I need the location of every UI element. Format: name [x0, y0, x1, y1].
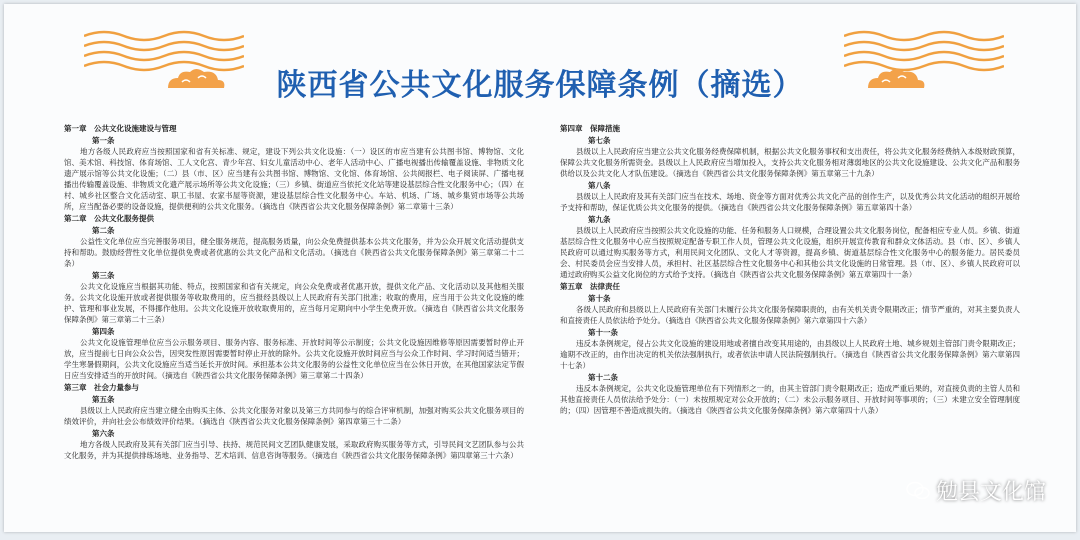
article-paragraph: 县级以上人民政府应当建立健全由购买主体、公共文化服务对象以及第三方共同参与的综合评审机制，加强对购买公共文化服务项目的绩效评价，并向社会公布绩效评价结果。（摘选自《陕西省公共文化服务保障条例》第四章第三十二条） [64, 406, 524, 426]
article-heading: 第三条 [92, 271, 115, 280]
article-paragraph: 公益性文化单位应当完善服务项目，健全服务规范，提高服务质量，向公众免费提供基本公共文化服务，并为公众开展文化活动提供支持和帮助。鼓励经营性文化单位提供免费或者优惠的公共文化产品和文化活动。（摘选自《陕西省公共文化服务保障条例》第三章第二十二条） [64, 237, 524, 268]
chapter-heading: 第二章 公共文化服务提供 [64, 214, 154, 223]
article-heading: 第八条 [588, 181, 611, 190]
chapter-heading: 第五章 法律责任 [560, 282, 620, 291]
article-heading: 第四条 [92, 327, 115, 336]
left-text-column [64, 122, 524, 461]
article-heading: 第七条 [588, 136, 611, 145]
article-heading: 第十条 [588, 294, 611, 303]
article-heading: 第一条 [92, 136, 115, 145]
article-paragraph: 县级以上人民政府应当建立公共文化服务经费保障机制，根据公共文化服务事权和支出责任，将公共文化服务经费纳入本级财政预算，保障公共文化服务所需资金。县级以上人民政府应当增加投入，支持公共文化服务相对薄弱地区的公共文化设施建设、公共文化产品和服务供给以及公共文化人才队伍建设。（摘选自《陕西省公共文化服务保障条例》第五章第三十九条） [560, 147, 1020, 178]
chapter-heading: 第一章 公共文化设施建设与管理 [64, 124, 177, 133]
article-paragraph: 县级以上人民政府及其有关部门应当在技术、场地、资金等方面对优秀公共文化产品的创作生产，以及优秀公共文化活动的组织开展给予支持和帮助，保证优质公共文化服务的提供。（摘选自《陕西省公共文化服务保障条例》第五章第四十条） [560, 192, 1020, 212]
article-paragraph: 违反本条例规定，公共文化设施管理单位有下列情形之一的，由其主管部门责令限期改正；造成严重后果的，对直接负责的主管人员和其他直接责任人员依法给予处分：（一）未按照规定对公众开放的；（二）未公示服务项目、开放时间等事项的；（三）未建立安全管理制度的；（四）因管理不善造成损失的。（摘选自《陕西省公共文化服务保障条例》第六章第四十八条） [560, 384, 1020, 415]
article-paragraph: 公共文化设施管理单位应当公示服务项目、服务内容、服务标准、开放时间等公示制度；公共文化设施因维修等原因需要暂时停止开放，应当提前七日向公众公告，因突发性原因需要暂时停止开放的除外。公共文化设施开放时间应当与公众工作时间、学习时间适当错开；学生寒暑假期间，公共文化设施应当适当延长开放时间。承担基本公共文化服务的公益性文化单位应当在公休日开放，在其他国家法定节假日应当安排适当的开放时间。（摘选自《陕西省公共文化服务保障条例》第三章第二十四条） [64, 338, 524, 380]
article-heading: 第五条 [92, 395, 115, 404]
article-paragraph: 县级以上人民政府应当按照公共文化设施的功能、任务和服务人口规模，合理设置公共文化服务岗位，配备相应专业人员。乡镇、街道基层综合性文化服务中心应当按照规定配备专职工作人员，管理公共文化设施，组织开展宣传教育和群众文体活动。县（市、区）、乡镇人民政府可以通过购买服务等方式，利用民间文化团队、文化人才等资源，提高乡镇、街道基层综合性文化服务中心的服务能力。居民委员会、村民委员会应当安排人员，承担村、社区基层综合性文化服务中心和其他公共文化设施的日常管理。县（市、区）、乡镇人民政府可以通过政府购买公益文化岗位的方式给予支持。（摘选自《陕西省公共文化服务保障条例》第五章第四十一条） [560, 226, 1020, 279]
article-paragraph: 地方各级人民政府及其有关部门应当引导、扶持、规范民间文艺团队健康发展，采取政府购买服务等方式，引导民间文艺团队参与公共文化服务，并为其提供排练场地、业务指导、艺术培训、信息咨询等服务。（摘选自《陕西省公共文化服务保障条例》第四章第三十六条） [64, 440, 524, 460]
watermark-text: 勉县文化馆 [935, 480, 1046, 505]
article-heading: 第九条 [588, 215, 611, 224]
article-heading: 第六条 [92, 429, 115, 438]
article-paragraph: 违反本条例规定，侵占公共文化设施的建设用地或者擅自改变其用途的，由县级以上人民政府土地、城乡规划主管部门责令限期改正；逾期不改正的，由作出决定的机关依法强制执行，或者依法申请人民法院强制执行。（摘选自《陕西省公共文化服务保障条例》第六章第四十七条） [560, 339, 1020, 370]
watermark [906, 475, 1046, 506]
poster [4, 4, 1076, 532]
article-heading: 第十一条 [588, 328, 618, 337]
article-paragraph: 地方各级人民政府应当按照国家和省有关标准、规定，建设下列公共文化设施：（一）设区的市应当建有公共图书馆、博物馆、文化馆、美术馆、科技馆、体育场馆、工人文化宫、青少年宫、妇女儿童活动中心、老年人活动中心、广播电视播出传输覆盖设施、非物质文化遗产展示馆等公共文化设施；（二）县（市、区）应当建有公共图书馆、博物馆、文化馆、体育场馆、公共阅报栏、电子阅读屏、广播电视播出传输覆盖设施、非物质文化遗产展示场所等公共文化设施；（三）乡镇、街道应当依托文化站等建设基层综合性文化服务中心；（四）在村、城乡社区整合文化活动室、职工书屋、农家书屋等资源，建设基层综合性文化服务中心。车站、机场、广场、城乡集贸市场等公共场所，应当配备必要的设备设施，提供便利的公共文化服务。（摘选自《陕西省公共文化服务保障条例》第二章第十三条） [64, 147, 524, 211]
chapter-heading: 第三章 社会力量参与 [64, 383, 139, 392]
wechat-icon [906, 481, 930, 501]
chapter-heading: 第四章 保障措施 [560, 124, 620, 133]
right-text-column [560, 122, 1020, 416]
article-heading: 第十二条 [588, 373, 618, 382]
article-paragraph: 各级人民政府和县级以上人民政府有关部门未履行公共文化服务保障职责的，由有关机关责令限期改正；情节严重的，对其主要负责人和直接责任人员依法给予处分。（摘选自《陕西省公共文化服务保障条例》第六章第四十六条） [560, 305, 1020, 325]
article-paragraph: 公共文化设施应当根据其功能、特点，按照国家和省有关规定，向公众免费或者优惠开放，提供文化产品、文化活动以及其他相关服务。公共文化设施开放或者提供服务等收取费用的，应当报经县级以上人民政府有关部门批准；收取的费用，应当用于公共文化设施的维护、管理和事业发展，不得挪作他用。公共文化设施开放收取费用的，应当每月定期向中小学生免费开放。（摘选自《陕西省公共文化服务保障条例》第三章第二十三条） [64, 282, 524, 324]
poster-title: 陕西省公共文化服务保障条例（摘选） [276, 68, 804, 103]
article-heading: 第二条 [92, 226, 115, 235]
